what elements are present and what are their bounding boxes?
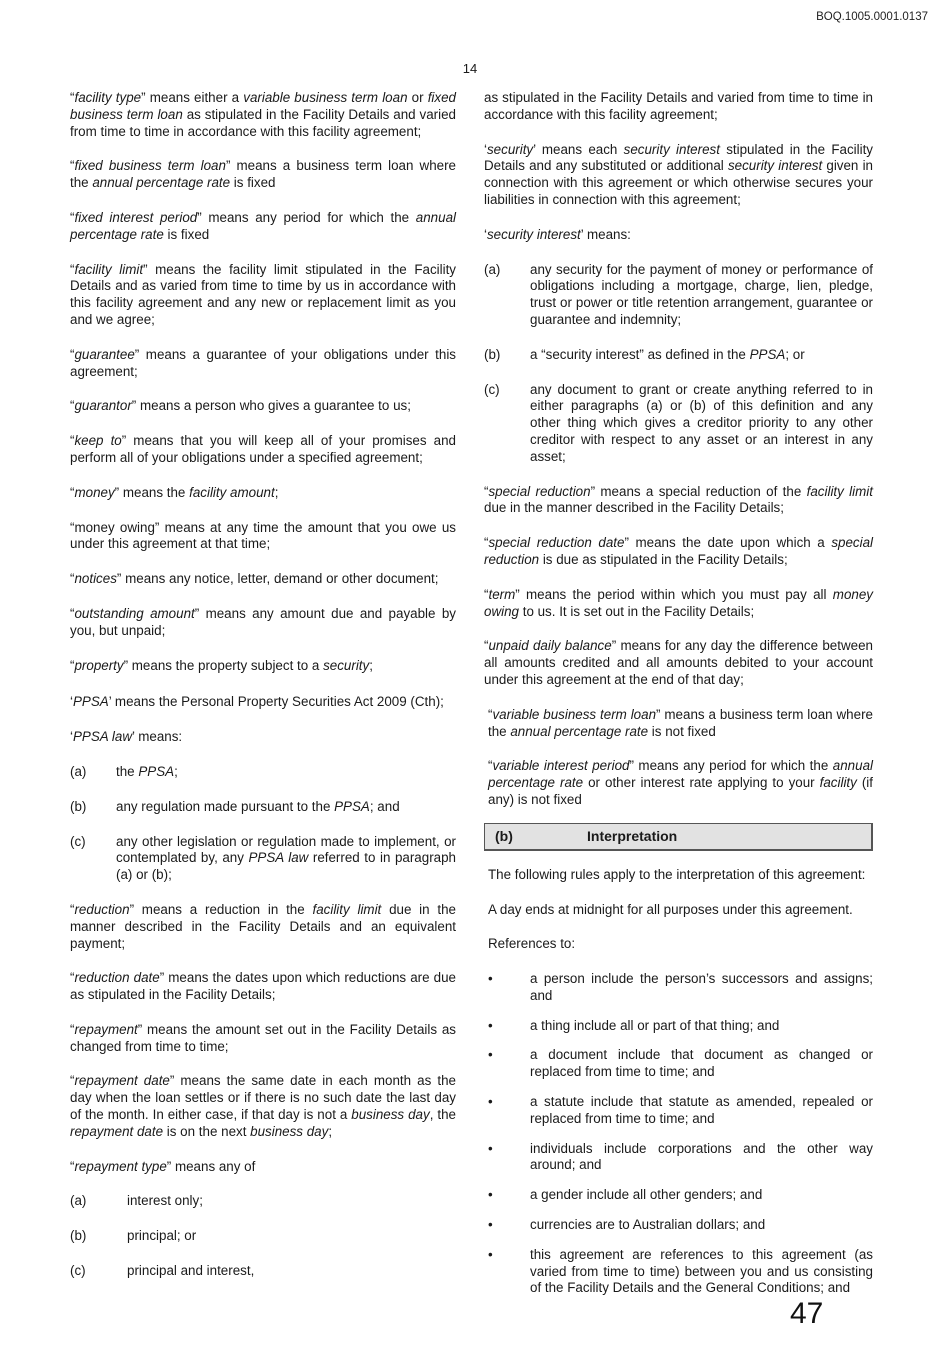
right-column	[484, 90, 873, 1297]
text-run: “	[484, 535, 489, 551]
paragraph-text	[484, 142, 873, 207]
text-run: ’ means each	[533, 141, 624, 157]
text-run: the	[116, 763, 139, 779]
text-run: principal; or	[127, 1228, 197, 1244]
text-run: is on the next	[163, 1123, 251, 1139]
text-run: ” means the period within which you must pay all	[515, 586, 833, 602]
text-run: “	[70, 346, 75, 362]
text-run: ” means the property subject to a	[123, 657, 324, 673]
defined-term: guarantor	[74, 398, 132, 414]
definition-paragraph	[70, 970, 456, 1004]
defined-term: fixed business term loan	[70, 90, 456, 122]
definition-paragraph	[70, 433, 456, 467]
definition-paragraph	[70, 658, 456, 675]
paragraph-text	[70, 398, 411, 413]
item-text	[530, 1047, 873, 1081]
defined-term: money owing	[484, 586, 873, 619]
text-run: A day ends at midnight for all purposes under this agreement.	[488, 901, 853, 917]
paragraph-text	[484, 227, 631, 242]
defined-term: repayment	[74, 1021, 138, 1037]
defined-term: fixed business term loan	[74, 158, 226, 174]
paragraph-text	[70, 433, 456, 465]
bullet-marker: •	[488, 1217, 493, 1233]
paragraph-text	[70, 1159, 255, 1174]
bullet-marker: •	[488, 971, 493, 987]
definition-paragraph	[70, 694, 456, 711]
paragraph-text	[484, 90, 873, 122]
paragraph-label: (c)	[70, 1263, 86, 1279]
text-run: is fixed	[230, 175, 276, 191]
paragraph-text	[488, 707, 873, 739]
item-text	[530, 1187, 873, 1204]
text-run: ;	[328, 1123, 333, 1139]
definition-paragraph	[484, 902, 873, 919]
defined-term: unpaid daily balance	[488, 638, 612, 654]
definition-paragraph	[70, 398, 456, 415]
paragraph-label: (b)	[484, 346, 501, 362]
text-run: a document include that document as changed or replaced from time to time; and	[530, 1047, 873, 1080]
bullet-marker: •	[488, 1187, 493, 1203]
item-text	[530, 971, 873, 1005]
definition-paragraph	[70, 1073, 456, 1140]
paragraph-text	[488, 936, 575, 951]
defined-term: annual percentage rate	[488, 758, 873, 791]
sub-paragraph	[70, 834, 456, 884]
defined-term: notices	[74, 571, 117, 587]
text-run: “	[484, 483, 489, 499]
text-run: “	[70, 1021, 75, 1037]
definition-paragraph	[484, 638, 873, 688]
text-run: or other interest rate applying to your	[583, 775, 820, 791]
defined-term: facility type	[74, 90, 142, 105]
text-run: ; and	[369, 798, 400, 814]
text-run: this agreement are references to this agreement (as varied from time to time) between you and us consisting of the Facility Details and the General Conditions; and	[530, 1246, 873, 1296]
definition-paragraph	[484, 484, 873, 518]
sub-paragraph	[70, 1228, 456, 1245]
bullet-marker: •	[488, 1246, 493, 1262]
bullet-marker: •	[488, 1017, 493, 1033]
sub-paragraph	[70, 1263, 456, 1280]
text-run: as stipulated in the Facility Details and varied from time to time in accordance with this facility agreement;	[484, 90, 873, 122]
text-run: “	[70, 970, 75, 986]
sub-paragraph	[484, 382, 873, 466]
defined-term: PPSA	[334, 798, 370, 814]
text-run: ;	[274, 484, 279, 500]
bullet-item	[484, 1141, 873, 1175]
item-text	[530, 1018, 873, 1035]
defined-term: security interest	[486, 226, 581, 242]
defined-term: security	[486, 141, 534, 157]
text-run: “	[70, 484, 75, 500]
text-run: any regulation made pursuant to the	[116, 798, 335, 814]
definition-paragraph	[484, 758, 873, 808]
text-run: “	[70, 398, 75, 414]
bullet-item	[484, 1094, 873, 1128]
item-text	[530, 1247, 873, 1297]
paragraph-text	[70, 210, 456, 242]
paragraph-label: (a)	[484, 261, 501, 277]
text-run: ’ means the Personal Property Securities Act 2009 (Cth);	[108, 694, 444, 710]
text-run: ” means a business term loan where the	[70, 158, 456, 191]
interpretation-rules	[484, 867, 873, 1298]
defined-term: reduction date	[74, 970, 160, 986]
bullet-item	[484, 1217, 873, 1234]
text-run: stipulated in the Facility Details and any substituted or additional	[484, 141, 873, 174]
definition-paragraph	[70, 902, 456, 952]
defined-term: variable interest period	[492, 758, 630, 774]
definition-paragraph	[70, 262, 456, 329]
definition-paragraph	[70, 1022, 456, 1056]
left-column	[70, 90, 456, 1280]
page-number: 14	[462, 61, 478, 76]
definition-paragraph	[484, 707, 873, 741]
defined-term: variable business term loan	[492, 706, 657, 722]
text-run: “	[70, 158, 75, 174]
defined-term: variable business term loan	[243, 90, 408, 105]
defined-term: special reduction date	[488, 535, 625, 551]
text-run: ” means any period for which the	[629, 758, 833, 774]
defined-term: facility limit	[74, 261, 144, 277]
paragraph-text	[70, 902, 456, 951]
defined-term: special reduction	[488, 483, 591, 499]
text-run: ” means any period for which the	[197, 209, 416, 225]
text-run: “	[70, 901, 75, 917]
text-run: ;	[174, 763, 178, 779]
text-run: due in the manner described in the Facility Details and an equivalent payment;	[70, 901, 457, 951]
defined-term: outstanding amount	[74, 605, 195, 621]
item-text	[530, 382, 873, 466]
text-run: due in the manner described in the Facility Details;	[484, 500, 784, 516]
paragraph-label: (b)	[70, 798, 87, 814]
text-run: any security for the payment of money or performance of obligations including a mortgage, charge, lien, pledge, trust or power or title retention arrangement, guarantee or guarantee and indemnity;	[530, 261, 873, 327]
text-run: The following rules apply to the interpretation of this agreement:	[488, 866, 866, 882]
interpretation-heading	[484, 823, 873, 851]
definition-paragraph	[484, 936, 873, 953]
defined-term: facility	[819, 775, 857, 791]
text-run: as stipulated in the Facility Details and varied from time to time in accordance with this facility agreement;	[70, 106, 457, 139]
item-text	[530, 1217, 873, 1234]
definition-paragraph	[70, 158, 456, 192]
definition-paragraph	[70, 210, 456, 244]
text-run: any other legislation or regulation made to implement, or contemplated by, any	[116, 833, 456, 866]
definition-paragraph	[70, 571, 456, 588]
definition-paragraph	[484, 535, 873, 569]
text-run: individuals include corporations and the other way around; and	[530, 1140, 873, 1173]
paragraph-text	[70, 729, 182, 744]
text-run: “	[70, 261, 75, 277]
defined-term: keep to	[74, 433, 122, 449]
item-text	[127, 1193, 456, 1210]
bullet-marker: •	[488, 1094, 493, 1110]
defined-term: special reduction	[484, 535, 874, 567]
sub-paragraph	[70, 1193, 456, 1210]
section-label: (b)	[495, 827, 513, 844]
text-run: “	[70, 433, 75, 449]
text-run: “	[70, 605, 75, 621]
paragraph-text	[70, 694, 444, 709]
text-run: a thing include all or part of that thing; and	[530, 1017, 780, 1033]
text-run: ” means for any day the difference between all amounts credited and all amounts debited to your account under this agreement at the end of that day;	[484, 638, 873, 687]
defined-term: repayment type	[74, 1158, 167, 1174]
text-run: ” means any amount due and payable by you, but unpaid;	[70, 605, 456, 638]
text-run: “	[484, 586, 489, 602]
paragraph-text	[70, 158, 456, 190]
defined-term: business day	[250, 1123, 329, 1139]
text-run: is not fixed	[648, 723, 716, 739]
text-run: ‘	[70, 694, 73, 710]
paragraph-text	[70, 1073, 456, 1138]
text-run: “	[70, 209, 75, 225]
defined-term: reduction	[74, 901, 130, 917]
item-text	[116, 834, 456, 884]
defined-term: annual percentage rate	[510, 723, 649, 739]
defined-term: facility limit	[312, 901, 382, 917]
defined-term: annual percentage rate	[92, 175, 231, 191]
bullet-item	[484, 1018, 873, 1035]
definition-paragraph	[70, 520, 456, 554]
paragraph-text	[70, 571, 438, 586]
definition-paragraph	[70, 729, 456, 746]
text-run: ” means a person who gives a guarantee to us;	[131, 398, 411, 414]
text-run: ‘	[484, 141, 487, 157]
definitions-list	[484, 90, 873, 809]
defined-term: business day	[351, 1107, 430, 1123]
item-text	[116, 764, 456, 781]
text-run: currencies are to Australian dollars; and	[530, 1217, 766, 1233]
definition-paragraph	[484, 587, 873, 621]
defined-term: property	[74, 657, 124, 673]
text-run: “money owing” means at any time the amount that you owe us under this agreement at that time;	[70, 519, 456, 552]
defined-term: facility limit	[806, 483, 873, 499]
text-run: given in connection with this agreement or which otherwise secures your liabilities in connection with this agreement;	[484, 158, 873, 207]
text-run: ; or	[785, 346, 805, 362]
paragraph-text	[70, 1022, 456, 1054]
defined-term: facility amount	[189, 484, 275, 500]
definition-paragraph	[70, 485, 456, 502]
text-run: ” means a business term loan where the	[488, 706, 873, 739]
defined-term: PPSA	[749, 346, 786, 362]
text-run: References to:	[488, 936, 576, 952]
paragraph-text	[484, 638, 873, 687]
text-run: (if any) is not fixed	[488, 775, 873, 807]
text-run: referred to in paragraph (a) or (b);	[116, 850, 456, 883]
definition-paragraph	[70, 1159, 456, 1176]
defined-term: PPSA	[72, 694, 109, 710]
paragraph-label: (a)	[70, 763, 87, 779]
item-text	[116, 799, 456, 816]
text-run: ” means the date upon which a	[624, 535, 832, 551]
text-run: “	[70, 1073, 75, 1089]
sub-paragraph	[70, 799, 456, 816]
defined-term: term	[488, 586, 516, 602]
text-run: ’ means:	[580, 226, 631, 242]
bullet-marker: •	[488, 1047, 493, 1063]
paragraph-label: (a)	[70, 1193, 87, 1209]
definition-paragraph	[484, 867, 873, 884]
text-run: “	[70, 657, 75, 673]
text-run: ” means the amount set out in the Facility Details as changed from time to time;	[70, 1021, 456, 1054]
bullet-item	[484, 971, 873, 1005]
text-run: “	[70, 1158, 75, 1174]
text-run: to us. It is set out in the Facility Details;	[519, 603, 755, 619]
paragraph-text	[70, 90, 456, 139]
definition-paragraph	[70, 90, 456, 140]
text-run: a person include the person’s successors and assigns; and	[530, 971, 873, 1003]
item-text	[530, 1141, 873, 1175]
paragraph-text	[484, 484, 873, 516]
defined-term: PPSA	[138, 763, 175, 779]
definition-paragraph	[70, 347, 456, 381]
text-run: ” means any notice, letter, demand or other document;	[116, 571, 439, 587]
text-run: ‘	[70, 729, 73, 745]
text-run: ” means the same date in each month as the day when the loan settles or if there is no such date the last day of the month. In either case, if that day is not a	[70, 1073, 456, 1123]
text-run: ” means a reduction in the	[129, 901, 313, 917]
paragraph-text	[70, 658, 373, 673]
text-run: ” means a guarantee of your obligations under this agreement;	[70, 346, 456, 379]
paragraph-text	[70, 606, 456, 638]
text-run: ’ means:	[132, 729, 183, 745]
text-run: ” means either a	[141, 90, 244, 105]
definition-paragraph	[484, 142, 873, 209]
text-run: ” means that you will keep all of your promises and perform all of your obligations under a specified agreement;	[70, 433, 456, 465]
text-run: ” means the dates upon which reductions are due as stipulated in the Facility Details;	[70, 970, 456, 1003]
paragraph-label: (b)	[70, 1228, 87, 1244]
paragraph-label: (c)	[70, 833, 86, 849]
item-text	[127, 1228, 456, 1245]
item-text	[530, 1094, 873, 1128]
defined-term: security	[323, 657, 370, 673]
bullet-item	[484, 1047, 873, 1081]
paragraph-text	[484, 535, 873, 567]
text-run: ” means a special reduction of the	[590, 483, 807, 499]
text-run: “	[488, 706, 493, 722]
bullet-marker: •	[488, 1140, 493, 1156]
defined-term: security interest	[727, 158, 823, 174]
text-run: “	[70, 571, 75, 587]
text-run: any document to grant or create anything referred to in either paragraphs (a) or (b) of this definition and any other thing which gives a creditor priority to any other creditor with respect to any asset or an interest in any asset;	[530, 381, 873, 464]
section-title: Interpretation	[587, 827, 678, 844]
defined-term: PPSA law	[72, 729, 133, 745]
item-text	[127, 1263, 456, 1280]
paragraph-text	[484, 587, 873, 619]
defined-term: annual percentage rate	[70, 209, 456, 242]
defined-term: fixed interest period	[74, 209, 198, 225]
text-run: a “security interest” as defined in the	[530, 346, 750, 362]
sub-paragraph	[484, 347, 873, 364]
paragraph-text	[70, 485, 278, 500]
paragraph-text	[70, 970, 456, 1002]
defined-term: money	[74, 484, 115, 500]
defined-term: PPSA law	[248, 850, 309, 866]
footer-page-number: 47	[790, 1297, 824, 1330]
text-run: , the	[429, 1107, 456, 1123]
defined-term: repayment date	[74, 1073, 170, 1089]
text-run: ” means the	[114, 484, 190, 500]
sub-paragraph	[70, 764, 456, 781]
paragraph-label: (c)	[484, 381, 500, 397]
text-run: ‘	[484, 226, 487, 242]
paragraph-text	[70, 262, 456, 327]
paragraph-text	[70, 520, 456, 552]
text-run: “	[484, 638, 489, 654]
text-run: ” means any of	[166, 1158, 256, 1174]
item-text	[530, 347, 873, 364]
item-text	[530, 262, 873, 329]
paragraph-text	[488, 758, 873, 807]
paragraph-text	[70, 347, 456, 379]
definition-paragraph	[484, 227, 873, 244]
definition-paragraph	[70, 606, 456, 640]
defined-term: guarantee	[74, 346, 135, 362]
bullet-item	[484, 1187, 873, 1204]
text-run: interest only;	[127, 1193, 203, 1209]
defined-term: security interest	[623, 141, 720, 157]
text-run: or	[407, 90, 428, 105]
text-run: ” means the facility limit stipulated in the Facility Details and as varied from time to time by us in accordance with this facility agreement and any new or replacement limit as you and we agree;	[70, 261, 456, 327]
bullet-item	[484, 1247, 873, 1297]
text-run: ;	[369, 657, 373, 673]
document-reference-code: BOQ.1005.0001.0137	[816, 11, 928, 23]
paragraph-text	[488, 867, 865, 882]
text-run: “	[488, 758, 493, 774]
text-run: is fixed	[163, 226, 210, 242]
sub-paragraph	[484, 262, 873, 329]
text-run: principal and interest,	[127, 1263, 255, 1279]
text-run: a statute include that statute as amended, repealed or replaced from time to time; and	[530, 1094, 873, 1126]
definition-paragraph	[484, 90, 873, 124]
text-run: “	[70, 90, 75, 105]
paragraph-text	[488, 902, 853, 917]
text-run: is due as stipulated in the Facility Details;	[539, 551, 788, 567]
text-run: a gender include all other genders; and	[530, 1187, 763, 1203]
defined-term: repayment date	[70, 1123, 164, 1139]
